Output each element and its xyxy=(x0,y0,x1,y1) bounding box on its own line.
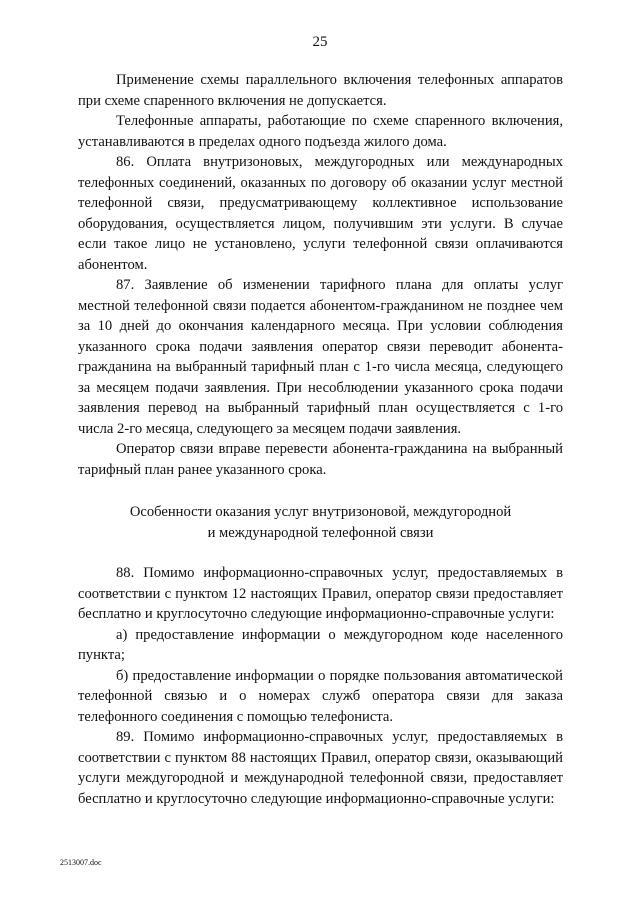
document-body xyxy=(78,70,563,809)
section-heading xyxy=(78,502,563,543)
footer-file-code: 2513007.doc xyxy=(60,858,102,867)
paragraph-87: 87. Заявление об изменении тарифного плана для оплаты услуг местной телефонной связи подается абонентом-гражданином не позднее чем за 10 дней до окончания календарного месяца. При условии соблюдения указанного срока подачи заявления оператор связи переводит абонента-гражданина на выбранный тарифный план с 1-го числа месяца, следующего за месяцем подачи заявления. При несоблюдении указанного срока подачи заявления перевод на выбранный тарифный план осуществляется с 1-го числа 2-го месяца, следующего за месяцем подачи заявления. xyxy=(78,277,563,437)
paragraph: Применение схемы параллельного включения телефонных аппаратов при схеме спаренного включения не допускается. xyxy=(78,72,563,109)
list-item-a: а) предоставление информации о междугородном коде населенного пункта; xyxy=(78,626,563,663)
section-heading-line: Особенности оказания услуг внутризоновой, междугородной xyxy=(129,504,512,520)
paragraph-89: 89. Помимо информационно-справочных услуг, предоставляемых в соответствии с пунктом 88 настоящих Правил, оператор связи, оказывающий услуги междугородной и международной телефонной связи, предоставляет бесплатно и круглосуточно следующие информационно-справочные услуги: xyxy=(78,729,563,807)
paragraph: Оператор связи вправе перевести абонента-гражданина на выбранный тарифный план ранее указанного срока. xyxy=(78,441,563,478)
list-item-b: б) предоставление информации о порядке пользования автоматической телефонной связью и о номерах служб оператора связи для заказа телефонного соединения с помощью телефониста. xyxy=(78,667,563,725)
page-number: 25 xyxy=(312,34,328,50)
paragraph: Телефонные аппараты, работающие по схеме спаренного включения, устанавливаются в пределах одного подъезда жилого дома. xyxy=(78,113,563,150)
paragraph-88: 88. Помимо информационно-справочных услуг, предоставляемых в соответствии с пунктом 12 настоящих Правил, оператор связи предоставляет бесплатно и круглосуточно следующие информационно-справочные услуги: xyxy=(78,565,563,622)
paragraph-86: 86. Оплата внутризоновых, междугородных или международных телефонных соединений, оказанных по договору об оказании услуг местной телефонной связи, предусматривающему коллективное использование оборудования, осуществляется лицом, получившим эти услуги. В случае если такое лицо не установлено, услуги телефонной связи оплачиваются абонентом. xyxy=(78,154,563,273)
section-heading-line: и международной телефонной связи xyxy=(207,524,434,541)
